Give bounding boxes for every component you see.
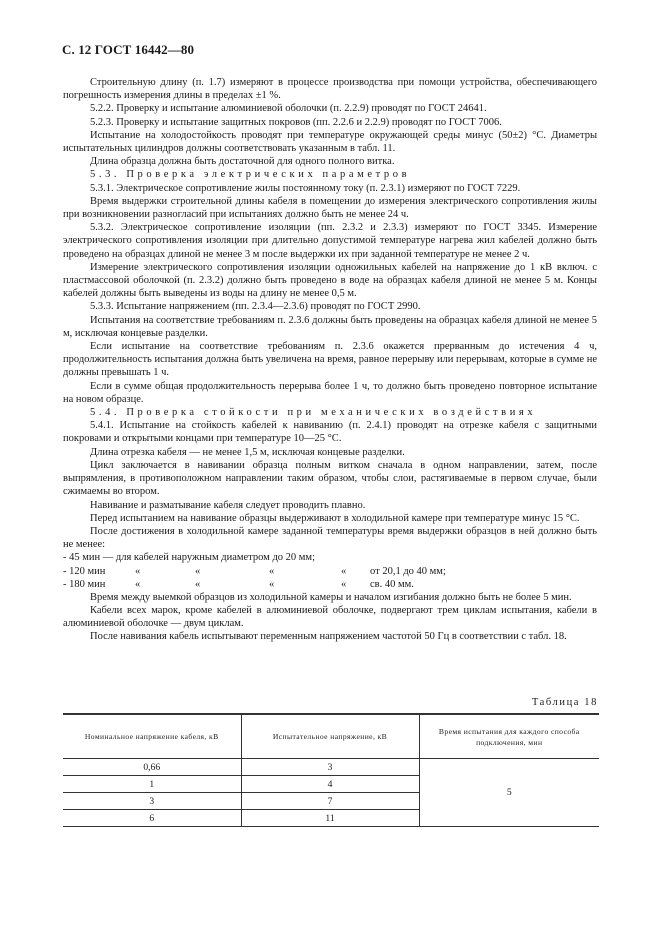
document-body (63, 76, 597, 644)
column-header: Испытательное напряжение, кВ (241, 714, 419, 759)
paragraph: 5.2.3. Проверку и испытание защитных покровов (пп. 2.2.6 и 2.2.9) проводят по ГОСТ 7006. (90, 116, 502, 128)
table-cell-merged: 5 (419, 759, 599, 827)
page-header: С. 12 ГОСТ 16442—80 (62, 42, 195, 57)
paragraph: Если испытание на соответствие требованиям п. 2.3.6 окажется прерванным до истечения 4 ч, продолжительность испытания должна быть увеличена на время, равное перерыву или перерывам, которые в сумме не должны превышать 1 ч. (63, 341, 597, 379)
paragraph: Время выдержки строительной длины кабеля в помещении до измерения электрического сопротивления жилы при возникновении разногласий при испытаниях должно быть не менее 24 ч. (63, 195, 597, 221)
table-cell: 7 (241, 793, 419, 810)
paragraph: Перед испытанием на навивание образцы выдерживают в холодильной камере при температуре минус 15 °С. (90, 512, 580, 524)
list-item-text: св. 40 мм. (370, 578, 414, 590)
paragraph: Строительную длину (п. 1.7) измеряют в процессе производства при помощи устройства, обеспечивающего погрешность измерения длины в пределах ±1 %. (63, 77, 597, 102)
section-heading: 5.3. Проверка электрических параметров (90, 169, 411, 181)
table-cell: 4 (241, 776, 419, 793)
paragraph: 5.3.1. Электрическое сопротивление жилы постоянному току (п. 2.3.1) измеряют по ГОСТ 7229. (90, 182, 521, 194)
list-item (63, 565, 597, 578)
paragraph: Измерение электрического сопротивления изоляции одножильных кабелей на напряжение до 1 кВ включ. с пластмассовой оболочкой (п. 2.3.2) должно быть проведено в воде на образцах кабеля длиной не менее 5 м. Концы кабелей должны быть выведены из воды на длину не менее 0,5 м. (63, 261, 597, 300)
paragraph: Навивание и разматывание кабеля следует проводить плавно. (90, 499, 366, 511)
paragraph: Испытания на соответствие требованиям п. 2.3.6 должны быть проведены на образцах кабеля длиной не менее 5 м, исключая концевые разделки. (63, 314, 597, 339)
paragraph: Время между выемкой образцов из холодильной камеры и началом изгибания должно быть не более 5 мин. (90, 591, 572, 603)
ditto-mark: « (135, 565, 141, 577)
ditto-mark: « (135, 578, 141, 590)
paragraph: После достижения в холодильной камере заданной температуры время выдержки образцов в ней должно быть не менее: (63, 525, 597, 551)
ditto-mark: « (341, 565, 347, 577)
table-cell: 3 (63, 793, 241, 810)
table-caption: Таблица 18 (531, 697, 598, 708)
paragraph: 5.2.2. Проверку и испытание алюминиевой оболочки (п. 2.2.9) проводят по ГОСТ 24641. (90, 103, 487, 115)
paragraph: Кабели всех марок, кроме кабелей в алюминиевой оболочке, подвергают трем циклам испытания, кабели в алюминиевой оболочке — двум циклам. (63, 605, 597, 630)
paragraph: Если в сумме общая продолжительность перерыва более 1 ч, то должно быть проведено повторное испытание на новом образце. (63, 380, 597, 405)
table-cell: 1 (63, 776, 241, 793)
list-item-text: - 120 мин (63, 565, 106, 577)
paragraph: 5.3.3. Испытание напряжением (пп. 2.3.4—2.3.6) проводят по ГОСТ 2990. (90, 301, 421, 313)
list-item-text: - 180 мин (63, 578, 106, 590)
paragraph: После навивания кабель испытывают переменным напряжением частотой 50 Гц в соответствии с табл. 18. (90, 631, 567, 643)
ditto-mark: « (195, 578, 201, 590)
table-18 (63, 713, 599, 827)
table-cell: 11 (241, 810, 419, 827)
paragraph: Длина отрезка кабеля — не менее 1,5 м, исключая концевые разделки. (90, 446, 405, 458)
table-cell: 6 (63, 810, 241, 827)
section-heading: 5.4. Проверка стойкости при механических воздействиях (90, 407, 537, 419)
column-header: Номинальное напряжение кабеля, кВ (63, 714, 241, 759)
table-row (63, 759, 599, 776)
list-item-text: - 45 мин — для кабелей наружным диаметром до 20 мм; (63, 552, 315, 564)
ditto-mark: « (195, 565, 201, 577)
table-header-row (63, 714, 599, 759)
table-cell: 0,66 (63, 759, 241, 776)
list-item (63, 578, 597, 591)
table-cell: 3 (241, 759, 419, 776)
ditto-mark: « (269, 565, 275, 577)
ditto-mark: « (341, 578, 347, 590)
ditto-mark: « (269, 578, 275, 590)
column-header: Время испытания для каждого способа подключения, мин (419, 714, 599, 759)
paragraph: Цикл заключается в навивании образца полным витком сначала в одном направлении, затем, после выпрямления, в противоположном направлении таким образом, чтобы слои, растягиваемые в первом случае, были сжимаемы во втором. (63, 459, 597, 498)
exposure-time-list (63, 551, 597, 591)
paragraph: Длина образца должна быть достаточной для одного полного витка. (90, 156, 395, 168)
paragraph: Испытание на холодостойкость проводят при температуре окружающей среды минус (50±2) °С. Диаметры испытательных цилиндров должны соответствовать указанным в табл. 11. (63, 129, 597, 155)
paragraph: 5.4.1. Испытание на стойкость кабелей к навиванию (п. 2.4.1) проводят на отрезке кабеля с защитными покровами и открытыми концами при температуре 10—25 °С. (63, 420, 597, 445)
paragraph: 5.3.2. Электрическое сопротивление изоляции (пп. 2.3.2 и 2.3.3) измеряют по ГОСТ 3345. Измерение электрического сопротивления изоляции при длительно допустимой температуре нагрева жил кабелей должно быть проведено на образцах длиной не менее 3 м после выдержки их при заданной температуре не менее 2 ч. (63, 222, 597, 260)
list-item (63, 551, 597, 564)
list-item-text: от 20,1 до 40 мм; (370, 565, 446, 577)
